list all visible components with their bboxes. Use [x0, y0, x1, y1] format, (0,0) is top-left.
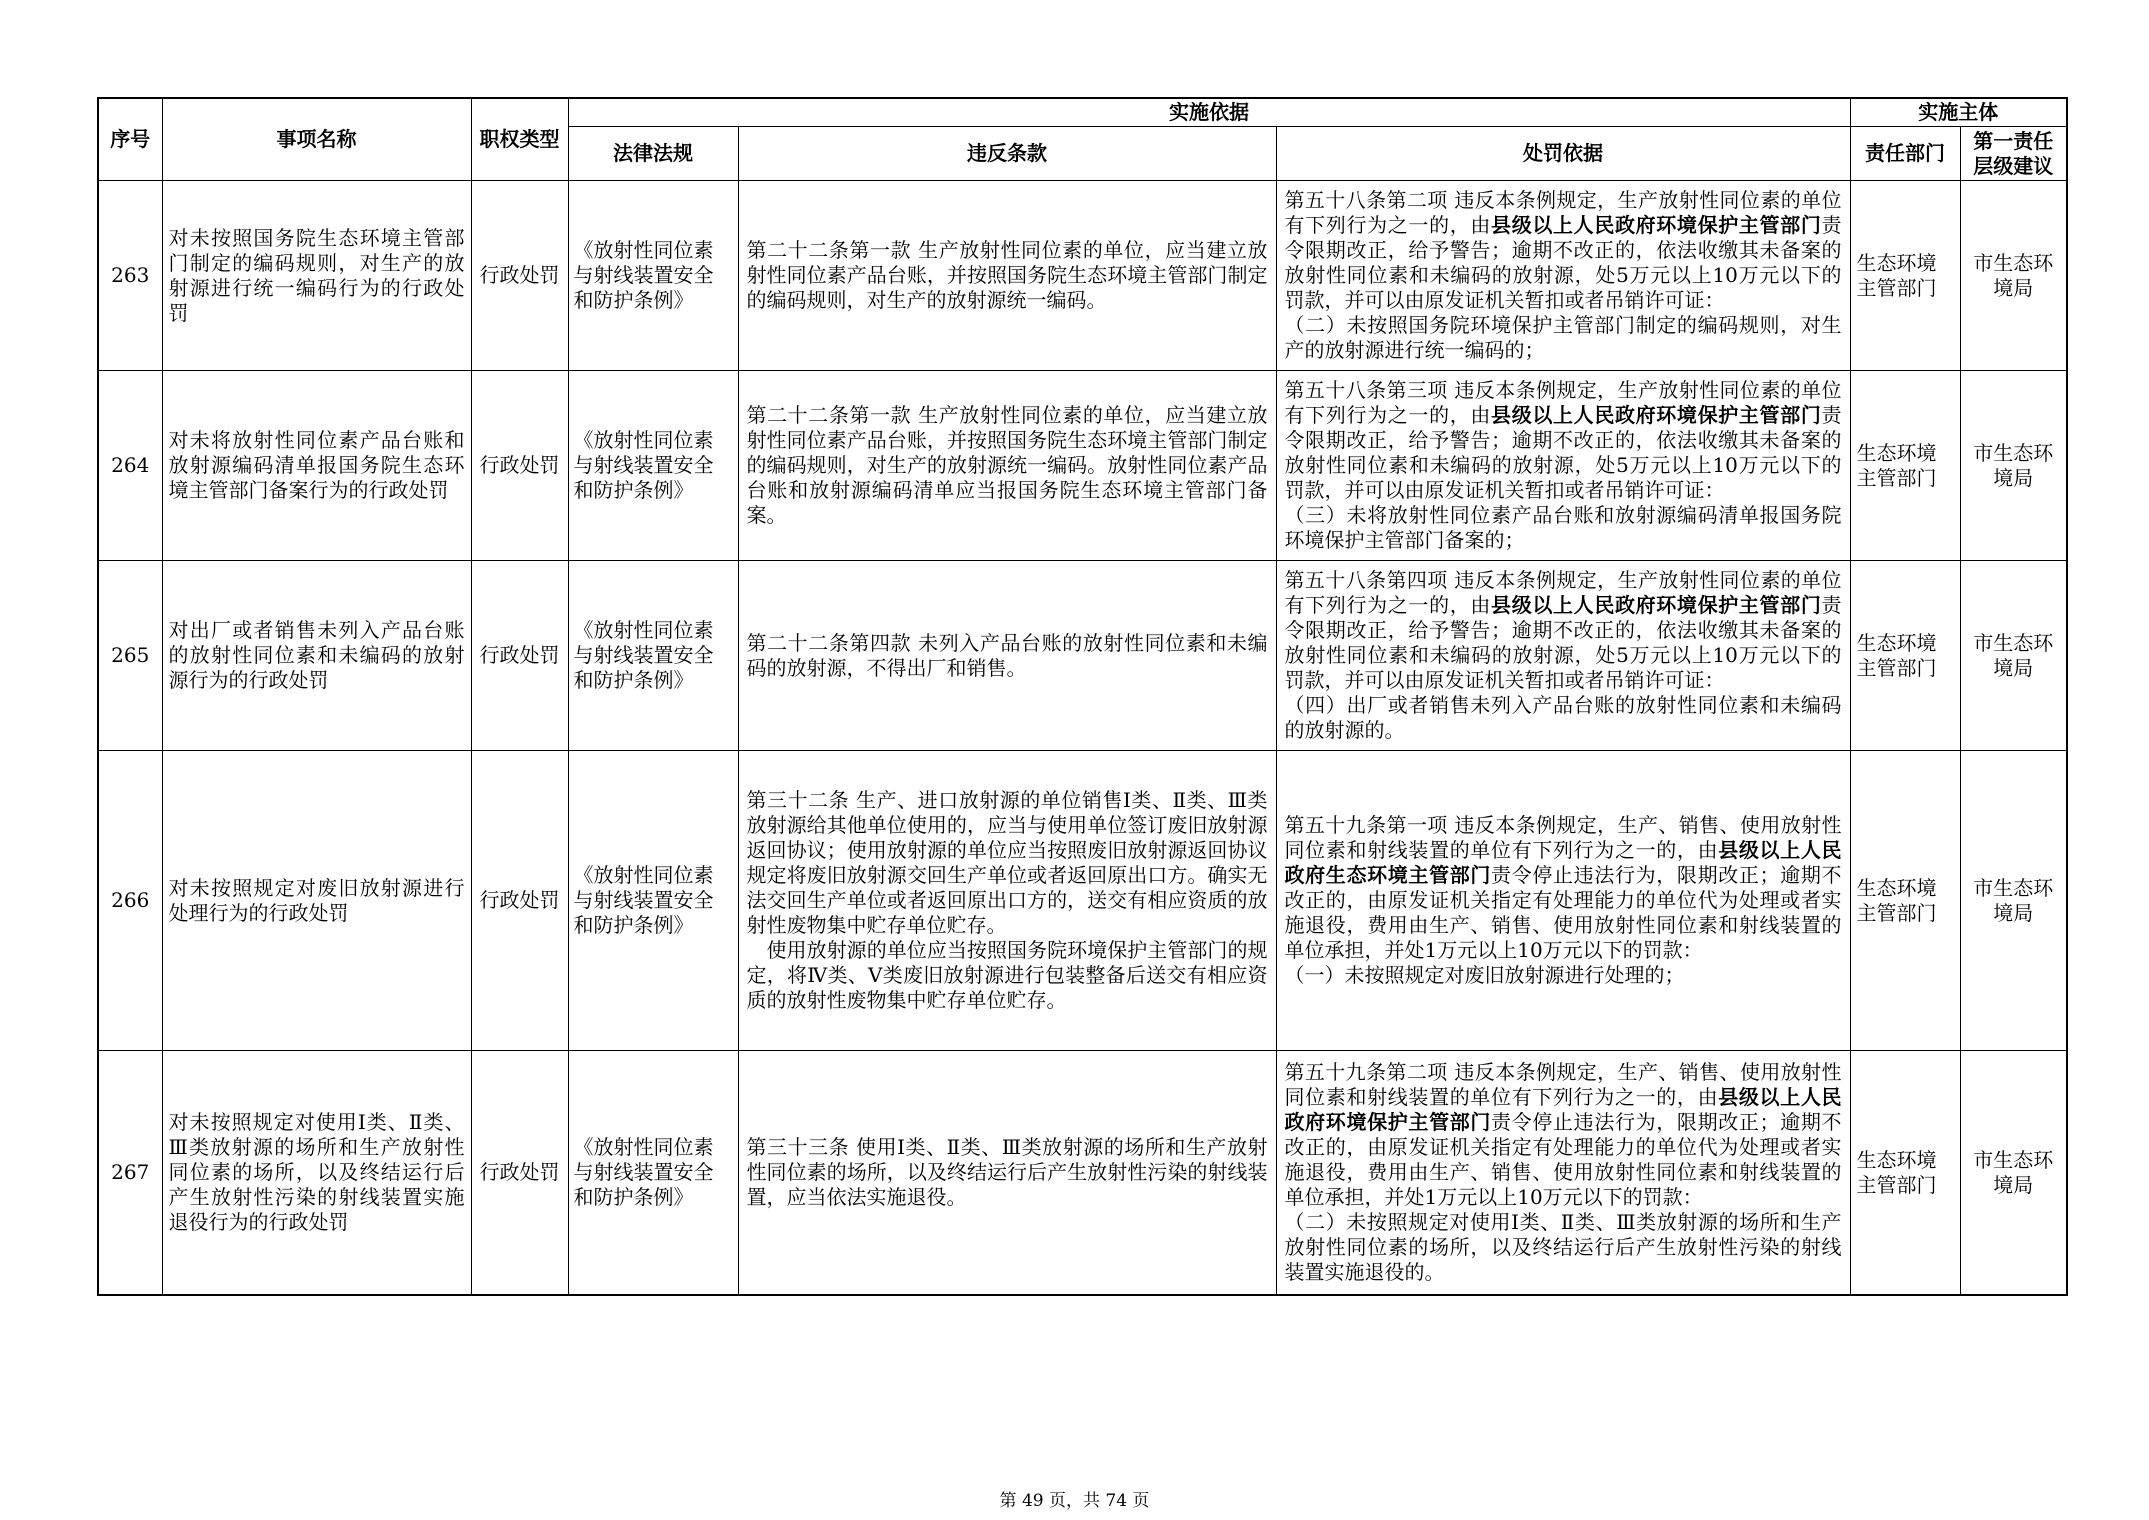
item-name-cell: [162, 371, 471, 561]
dept-cell: [1850, 751, 1960, 1051]
responsible-dept: 生态环境主管部门: [1856, 440, 1937, 490]
penalty-cell: [1276, 371, 1850, 561]
responsibility-level: 市生态环境局: [1973, 250, 2054, 300]
table-row: [98, 371, 2067, 561]
law-cell: [568, 371, 738, 561]
power-type-cell: [471, 561, 568, 751]
violation-cell: [738, 561, 1276, 751]
item-name-cell: [162, 751, 471, 1051]
law-name: 《放射性同位素与射线装置安全和防护条例》: [573, 1135, 714, 1209]
number-cell: [98, 181, 162, 371]
responsible-dept: 生态环境主管部门: [1856, 630, 1937, 680]
responsible-dept: 生态环境主管部门: [1856, 1147, 1937, 1197]
table-row: [98, 561, 2067, 751]
number-cell: [98, 751, 162, 1051]
number-cell: [98, 561, 162, 751]
level-cell: [1960, 561, 2067, 751]
penalty-text-post: 责令停止违法行为，限期改正；逾期不改正的，由原发证机关指定有处理能力的单位代为处理或者实施退役，费用由生产、销售、使用放射性同位素和射线装置的单位承担，并处1万元以上10万元以下的罚款：: [1284, 863, 1842, 962]
violation-clause: 第三十三条 使用Ⅰ类、Ⅱ类、Ⅲ类放射源的场所和生产放射性同位素的场所，以及终结运行后产生放射性污染的射线装置，应当依法实施退役。: [746, 1135, 1268, 1209]
penalty-clause: [1285, 1060, 1842, 1210]
penalty-text-pre: 第五十八条第三项 违反本条例规定，生产放射性同位素的单位有下列行为之一的，由: [1284, 378, 1842, 427]
item-name: 对出厂或者销售未列入产品台账的放射性同位素和未编码的放射源行为的行政处罚: [168, 618, 465, 692]
violation-cell: [738, 181, 1276, 371]
level-cell: [1960, 181, 2067, 371]
responsible-dept: 生态环境主管部门: [1856, 250, 1937, 300]
penalty-text-pre: 第五十九条第一项 违反本条例规定，生产、销售、使用放射性同位素和射线装置的单位有下列行为之一的，由: [1284, 813, 1842, 862]
item-name-cell: [162, 181, 471, 371]
penalty-cell: [1276, 181, 1850, 371]
penalty-clause: [1285, 568, 1842, 693]
header-item-name: 事项名称: [162, 98, 471, 181]
penalty-text-post: 责令停止违法行为，限期改正；逾期不改正的，由原发证机关指定有处理能力的单位代为处理或者实施退役，费用由生产、销售、使用放射性同位素和射线装置的单位承担，并处1万元以上10万元以下的罚款：: [1284, 1110, 1842, 1209]
law-name: 《放射性同位素与射线装置安全和防护条例》: [573, 618, 714, 692]
penalty-cell: [1276, 751, 1850, 1051]
level-cell: [1960, 371, 2067, 561]
law-cell: [568, 1051, 738, 1296]
table-body: [98, 181, 2067, 1296]
table-row: [98, 1051, 2067, 1296]
penalty-authority: 县级以上人民政府环境保护主管部门: [1491, 593, 1822, 617]
header-law: 法律法规: [568, 127, 738, 181]
penalty-item: （一）未按照规定对废旧放射源进行处理的；: [1284, 963, 1685, 987]
penalty-authority: 县级以上人民政府生态环境主管部门: [1284, 838, 1842, 887]
header-penalty: 处罚依据: [1276, 127, 1850, 181]
item-name-cell: [162, 1051, 471, 1296]
table-header: [98, 98, 2067, 181]
number-cell: [98, 371, 162, 561]
row-number: 266: [111, 888, 150, 912]
violation-clause-continued: 使用放射源的单位应当按照国务院环境保护主管部门的规定，将Ⅳ类、Ⅴ类废旧放射源进行包装整备后送交有相应资质的放射性废物集中贮存单位贮存。: [746, 938, 1268, 1012]
violation-cell: [738, 1051, 1276, 1296]
responsibility-level: 市生态环境局: [1973, 630, 2054, 680]
penalty-text-post: 责令限期改正，给予警告；逾期不改正的，依法收缴其未备案的放射性同位素和未编码的放射源，处5万元以上10万元以下的罚款，并可以由原发证机关暂扣或者吊销许可证：: [1284, 213, 1842, 312]
responsibility-level: 市生态环境局: [1973, 875, 2054, 925]
law-name: 《放射性同位素与射线装置安全和防护条例》: [573, 238, 714, 312]
penalty-text-pre: 第五十八条第二项 违反本条例规定，生产放射性同位素的单位有下列行为之一的，由: [1284, 188, 1842, 237]
power-type-cell: [471, 371, 568, 561]
penalty-authority: 县级以上人民政府环境保护主管部门: [1491, 213, 1822, 237]
penalty-text-pre: 第五十九条第二项 违反本条例规定，生产、销售、使用放射性同位素和射线装置的单位有下列行为之一的，由: [1284, 1060, 1842, 1109]
item-name-cell: [162, 561, 471, 751]
number-cell: [98, 1051, 162, 1296]
row-number: 265: [111, 643, 150, 667]
level-cell: [1960, 751, 2067, 1051]
responsibility-level: 市生态环境局: [1973, 1147, 2054, 1197]
header-level: 第一责任层级建议: [1960, 127, 2067, 181]
row-number: 267: [111, 1160, 150, 1184]
penalty-text-post: 责令限期改正，给予警告；逾期不改正的，依法收缴其未备案的放射性同位素和未编码的放射源，处5万元以上10万元以下的罚款，并可以由原发证机关暂扣或者吊销许可证：: [1284, 403, 1842, 502]
power-type: 行政处罚: [479, 453, 560, 477]
law-cell: [568, 751, 738, 1051]
penalty-cell: [1276, 561, 1850, 751]
power-type: 行政处罚: [479, 888, 560, 912]
power-type-cell: [471, 751, 568, 1051]
penalty-item: （四）出厂或者销售未列入产品台账的放射性同位素和未编码的放射源的。: [1284, 693, 1842, 742]
item-name: 对未按照规定对使用Ⅰ类、Ⅱ类、Ⅲ类放射源的场所和生产放射性同位素的场所，以及终结运行后产生放射性污染的射线装置实施退役行为的行政处罚: [168, 1110, 465, 1234]
header-violation: 违反条款: [738, 127, 1276, 181]
law-cell: [568, 561, 738, 751]
violation-cell: [738, 371, 1276, 561]
power-type: 行政处罚: [479, 1160, 560, 1184]
dept-cell: [1850, 371, 1960, 561]
penalty-text-post: 责令限期改正，给予警告；逾期不改正的，依法收缴其未备案的放射性同位素和未编码的放射源，处5万元以上10万元以下的罚款，并可以由原发证机关暂扣或者吊销许可证：: [1284, 593, 1842, 692]
violation-clause: 第二十二条第一款 生产放射性同位素的单位，应当建立放射性同位素产品台账，并按照国务院生态环境主管部门制定的编码规则，对生产的放射源统一编码。: [746, 238, 1268, 312]
penalty-clause: [1285, 378, 1842, 503]
penalty-authority: 县级以上人民政府环境保护主管部门: [1491, 403, 1822, 427]
level-cell: [1960, 1051, 2067, 1296]
header-dept: 责任部门: [1850, 127, 1960, 181]
power-type: 行政处罚: [479, 263, 560, 287]
row-number: 264: [111, 453, 150, 477]
page-footer: [0, 1490, 2149, 1512]
header-basis: 实施依据: [568, 98, 1850, 127]
violation-clause: 第二十二条第四款 未列入产品台账的放射性同位素和未编码的放射源，不得出厂和销售。: [746, 630, 1268, 680]
responsibility-level: 市生态环境局: [1973, 440, 2054, 490]
penalty-authority: 县级以上人民政府环境保护主管部门: [1284, 1085, 1842, 1134]
item-name: 对未将放射性同位素产品台账和放射源编码清单报国务院生态环境主管部门备案行为的行政处罚: [168, 428, 465, 502]
header-subject: 实施主体: [1850, 98, 2067, 127]
header-number: 序号: [98, 98, 162, 181]
page-number: 第 49 页，共 74 页: [999, 1491, 1150, 1511]
power-type-cell: [471, 181, 568, 371]
penalty-clause: [1285, 813, 1842, 963]
dept-cell: [1850, 561, 1960, 751]
header-power-type: 职权类型: [471, 98, 568, 181]
power-type-cell: [471, 1051, 568, 1296]
table-row: [98, 181, 2067, 371]
penalty-items-table: [97, 97, 2068, 1296]
violation-clause: 第三十二条 生产、进口放射源的单位销售Ⅰ类、Ⅱ类、Ⅲ类放射源给其他单位使用的，应当与使用单位签订废旧放射源返回协议；使用放射源的单位应当按照废旧放射源返回协议规定将废旧放射源交回生产单位或者返回原出口方。确实无法交回生产单位或者返回原出口方的，送交有相应资质的放射性废物集中贮存单位贮存。: [746, 788, 1268, 937]
table-row: [98, 751, 2067, 1051]
dept-cell: [1850, 181, 1960, 371]
responsible-dept: 生态环境主管部门: [1856, 875, 1937, 925]
dept-cell: [1850, 1051, 1960, 1296]
law-cell: [568, 181, 738, 371]
penalty-item: （二）未按照规定对使用Ⅰ类、Ⅱ类、Ⅲ类放射源的场所和生产放射性同位素的场所，以及终结运行后产生放射性污染的射线装置实施退役的。: [1284, 1210, 1842, 1284]
penalty-clause: [1285, 188, 1842, 313]
law-name: 《放射性同位素与射线装置安全和防护条例》: [573, 428, 714, 502]
violation-clause: 第二十二条第一款 生产放射性同位素的单位，应当建立放射性同位素产品台账，并按照国务院生态环境主管部门制定的编码规则，对生产的放射源统一编码。放射性同位素产品台账和放射源编码清单应当报国务院生态环境主管部门备案。: [746, 403, 1268, 527]
violation-cell: [738, 751, 1276, 1051]
item-name: 对未按照规定对废旧放射源进行处理行为的行政处罚: [168, 875, 465, 925]
penalty-item: （二）未按照国务院环境保护主管部门制定的编码规则，对生产的放射源进行统一编码的；: [1284, 313, 1842, 362]
penalty-text-pre: 第五十八条第四项 违反本条例规定，生产放射性同位素的单位有下列行为之一的，由: [1284, 568, 1842, 617]
penalty-item: （三）未将放射性同位素产品台账和放射源编码清单报国务院环境保护主管部门备案的；: [1284, 503, 1842, 552]
penalty-cell: [1276, 1051, 1850, 1296]
item-name: 对未按照国务院生态环境主管部门制定的编码规则，对生产的放射源进行统一编码行为的行政处罚: [168, 225, 465, 325]
law-name: 《放射性同位素与射线装置安全和防护条例》: [573, 863, 714, 937]
power-type: 行政处罚: [479, 643, 560, 667]
header-row-top: [98, 98, 2067, 127]
row-number: 263: [111, 263, 150, 287]
